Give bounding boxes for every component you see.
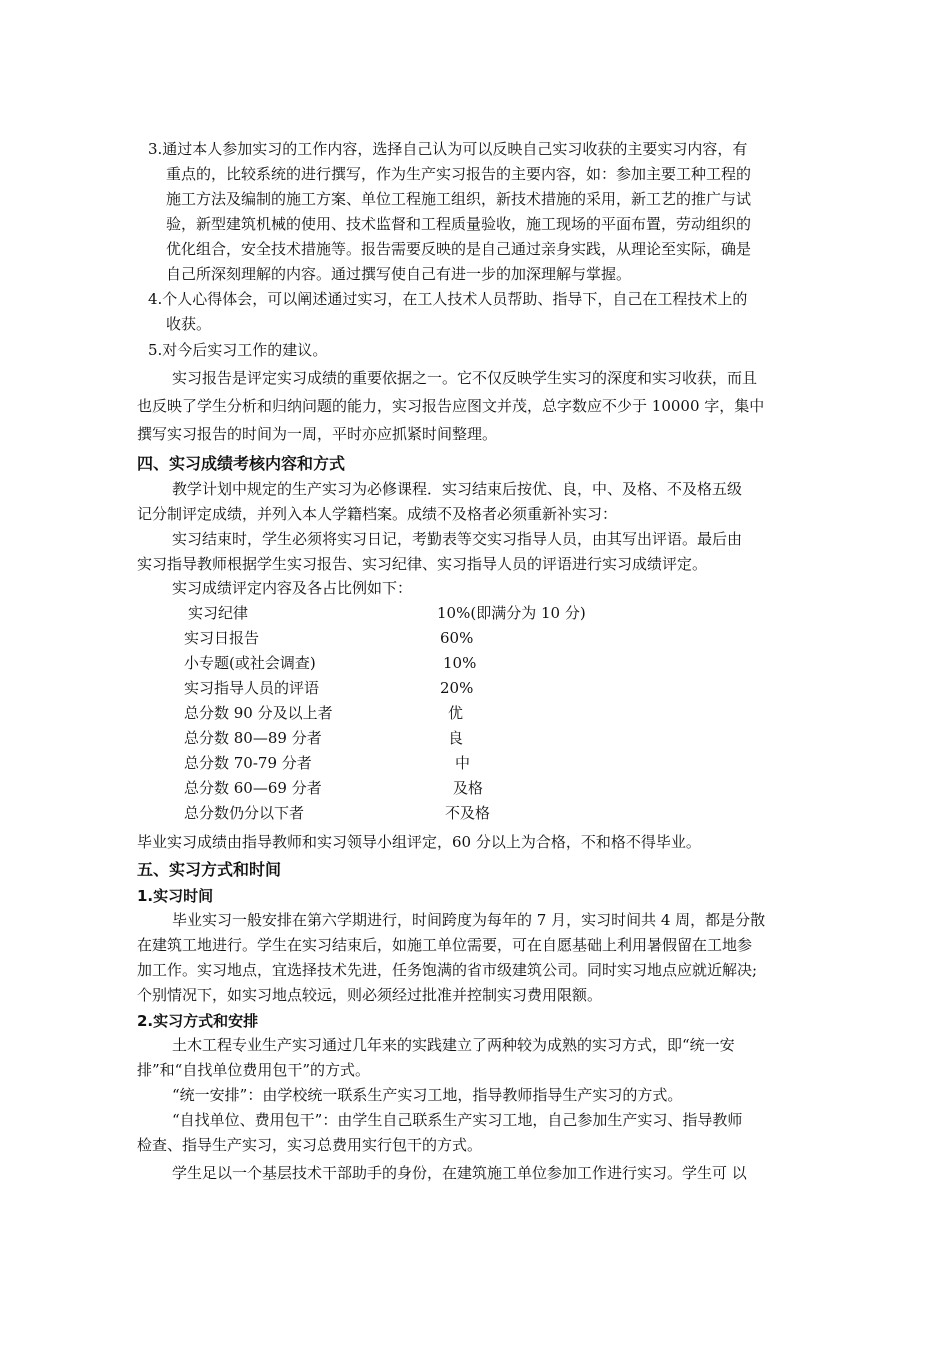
item-4-line-1: 4.个人心得体会，可以阐述通过实习，在工人技术人员帮助、指导下，自己在工程技术上的 (148, 290, 748, 308)
grade-item-9: 总分数仍分以下者 (184, 804, 305, 822)
report-para-line-2: 也反映了学生分析和归纳问题的能力，实习报告应图文并茂，总字数应不少于 10000 字，集中 (137, 397, 765, 415)
section-5-p4-line-2: 检查、指导生产实习，实习总费用实行包干的方式。 (137, 1136, 483, 1154)
item-3-line-2: 重点的，比较系统的进行撰写，作为生产实习报告的主要内容，如：参加主要工种工程的 (166, 165, 752, 183)
section-5-p1-line-4: 个别情况下，如实习地点较远，则必须经过批准并控制实习费用限额。 (137, 986, 603, 1004)
grade-value-8: 及格 (453, 779, 484, 797)
section-4-p3: 实习成绩评定内容及各占比例如下： (172, 579, 413, 597)
grade-value-2: 60% (440, 629, 474, 647)
grade-item-2: 实习日报告 (184, 629, 260, 647)
section-4-p2-line-2: 实习指导教师根据学生实习报告、实习纪律、实习指导人员的评语进行实习成绩评定。 (137, 555, 708, 573)
grade-item-5: 总分数 90 分及以上者 (184, 704, 333, 722)
item-4-line-2: 收获。 (166, 315, 212, 333)
section-5-p5: 学生足以一个基层技术干部助手的身份，在建筑施工单位参加工作进行实习。学生可 以 (172, 1164, 747, 1182)
grade-item-3: 小专题(或社会调查) (184, 654, 316, 672)
item-3-line-1: 3.通过本人参加实习的工作内容，选择自己认为可以反映自己实习收获的主要实习内容，有 (148, 140, 748, 158)
section-5-p4-line-1: “自找单位、费用包干”：由学生自己联系生产实习工地，自己参加生产实习、指导教师 (172, 1111, 743, 1129)
item-3-line-6: 自己所深刻理解的内容。通过撰写使自己有进一步的加深理解与掌握。 (166, 265, 632, 283)
section-4-p2-line-1: 实习结束时，学生必须将实习日记，考勤表等交实习指导人员，由其写出评语。最后由 (172, 530, 743, 548)
section-5-heading: 五、实习方式和时间 (137, 860, 282, 879)
item-5: 5.对今后实习工作的建议。 (148, 341, 328, 359)
grade-value-6: 良 (448, 729, 464, 747)
section-5-p2-line-1: 土木工程专业生产实习通过几年来的实践建立了两种较为成熟的实习方式，即“统一安 (172, 1036, 735, 1054)
report-para-line-1: 实习报告是评定实习成绩的重要依据之一。它不仅反映学生实习的深度和实习收获，而且 (172, 369, 758, 387)
grade-value-7: 中 (455, 754, 471, 772)
item-3-line-5: 优化组合，安全技术措施等。报告需要反映的是自己通过亲身实践，从理论至实际，确是 (166, 240, 752, 258)
section-4-conclusion: 毕业实习成绩由指导教师和实习领导小组评定，60 分以上为合格，不和格不得毕业。 (137, 833, 701, 851)
item-3-line-4: 验，新型建筑机械的使用、技术监督和工程质量验收，施工现场的平面布置，劳动组织的 (166, 215, 752, 233)
section-4-p1-line-1: 教学计划中规定的生产实习为必修课程．实习结束后按优、良，中、及格、不及格五级 (172, 480, 743, 498)
grade-value-3: 10% (443, 654, 477, 672)
report-para-line-3: 撰写实习报告的时间为一周，平时亦应抓紧时间整理。 (137, 425, 498, 443)
grade-item-6: 总分数 80—89 分者 (184, 729, 322, 747)
section-5-p2-line-2: 排”和“自找单位费用包干”的方式。 (137, 1061, 371, 1079)
section-5-p1-line-2: 在建筑工地进行。学生在实习结束后，如施工单位需要，可在自愿基础上利用暑假留在工地参 (137, 936, 753, 954)
section-4-heading: 四、实习成绩考核内容和方式 (137, 454, 346, 473)
grade-item-8: 总分数 60—69 分者 (184, 779, 322, 797)
grade-value-9: 不及格 (445, 804, 491, 822)
grade-item-4: 实习指导人员的评语 (184, 679, 320, 697)
grade-item-1: 实习纪律 (188, 604, 249, 622)
section-4-p1-line-2: 记分制评定成绩，并列入本人学籍档案。成绩不及格者必须重新补实习： (137, 505, 618, 523)
grade-value-1: 10%(即满分为 10 分) (437, 604, 586, 622)
grade-value-4: 20% (440, 679, 474, 697)
section-5-sub-1: 1.实习时间 (137, 887, 214, 905)
section-5-p1-line-1: 毕业实习一般安排在第六学期进行，时间跨度为每年的 7 月，实习时间共 4 周，都是分散 (172, 911, 766, 929)
section-5-p3: “统一安排”：由学校统一联系生产实习工地，指导教师指导生产实习的方式。 (172, 1086, 683, 1104)
section-5-p1-line-3: 加工作。实习地点，宜选择技术先进，任务饱满的省市级建筑公司。同时实习地点应就近解决; (137, 961, 758, 979)
grade-item-7: 总分数 70-79 分者 (184, 754, 312, 772)
grade-value-5: 优 (448, 704, 464, 722)
item-3-line-3: 施工方法及编制的施工方案、单位工程施工组织，新技术措施的采用，新工艺的推广与试 (166, 190, 752, 208)
section-5-sub-2: 2.实习方式和安排 (137, 1012, 259, 1030)
